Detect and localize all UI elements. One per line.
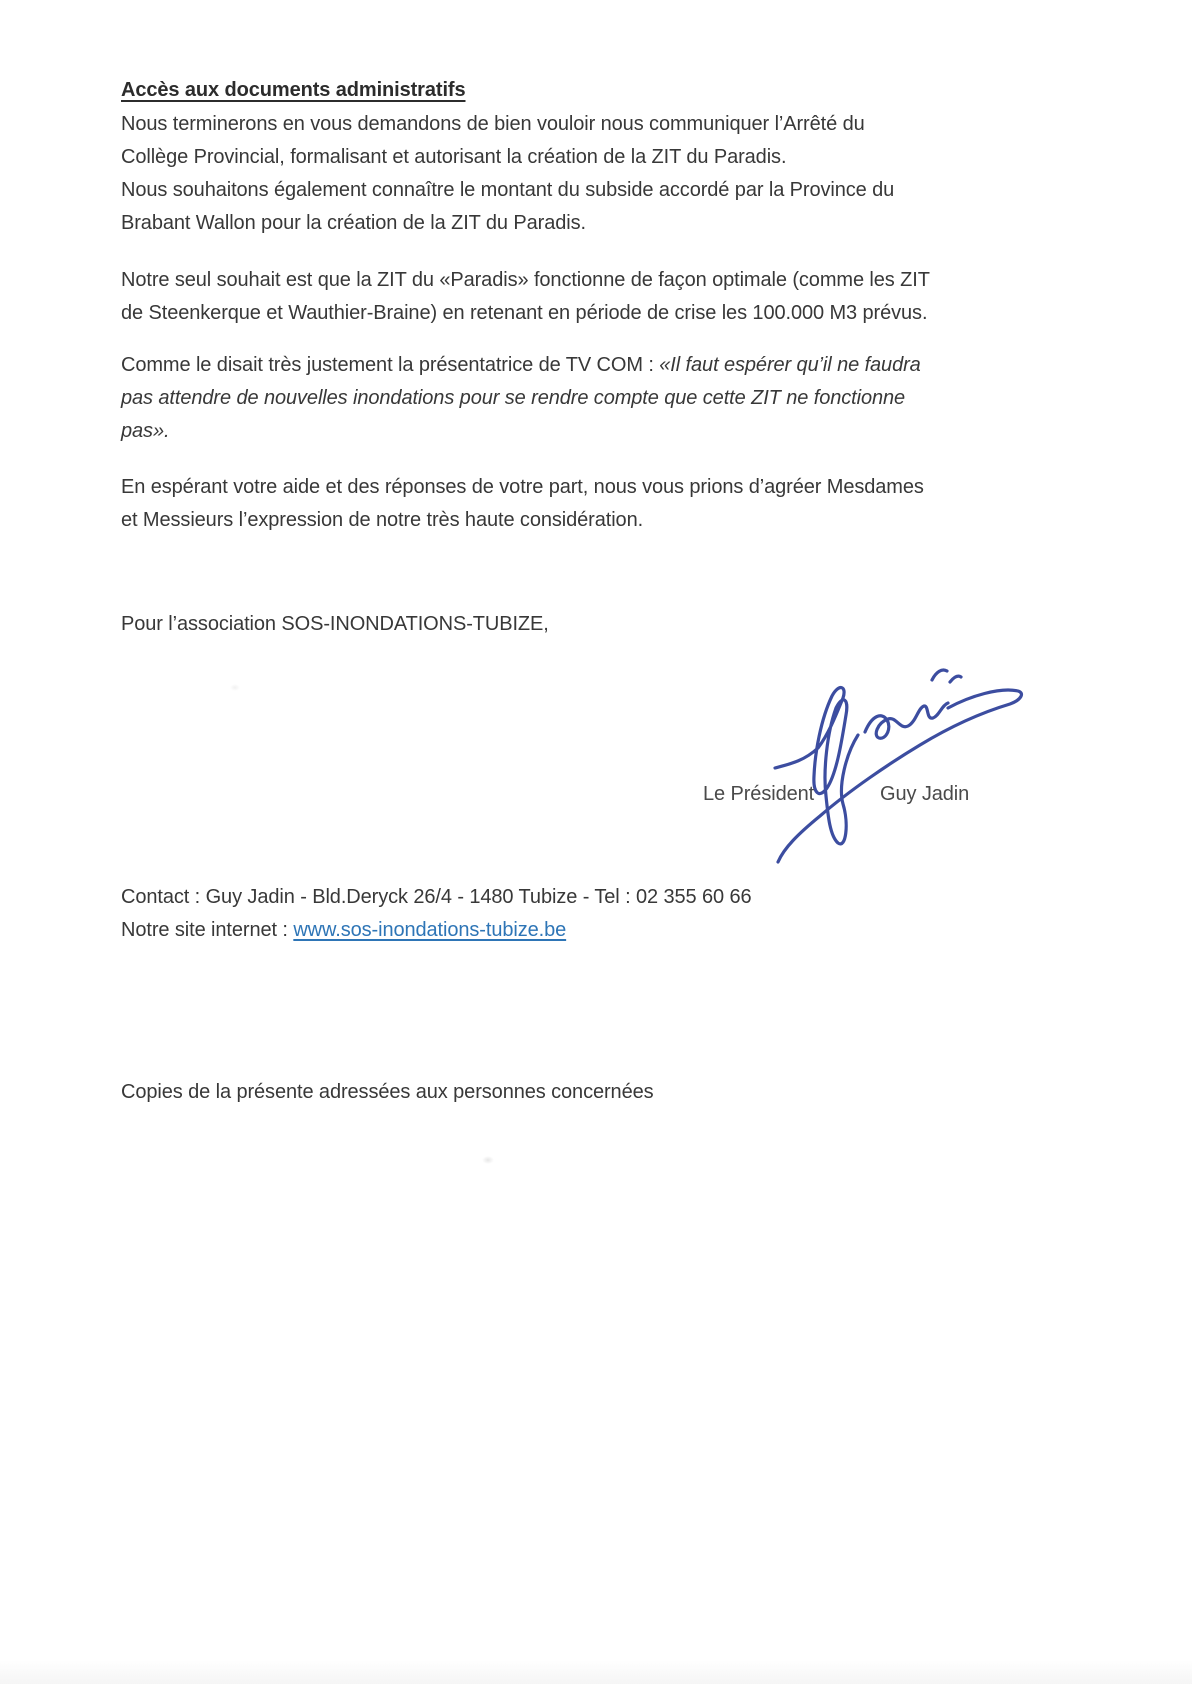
- contact-line: Contact : Guy Jadin - Bld.Deryck 26/4 - 1480 Tubize - Tel : 02 355 60 66: [121, 886, 752, 908]
- copies-note: Copies de la présente adressées aux personnes concernées: [121, 1081, 654, 1103]
- paragraph-closing: [121, 471, 924, 537]
- paragraph-zit-wish: [121, 264, 930, 330]
- association-line: Pour l’association SOS-INONDATIONS-TUBIZE,: [121, 613, 549, 635]
- paragraph-line: Nous souhaitons également connaître le montant du subside accordé par la Province du: [121, 179, 895, 201]
- signatory-name: Guy Jadin: [880, 783, 970, 805]
- scan-edge-shadow: [0, 1660, 1192, 1684]
- paragraph-line: et Messieurs l’expression de notre très haute considération.: [121, 509, 644, 531]
- website-label: Notre site internet :: [121, 919, 294, 941]
- signature-ink: [680, 620, 1040, 870]
- paragraph-line: de Steenkerque et Wauthier-Braine) en retenant en période de crise les 100.000 M3 prévus.: [121, 302, 928, 324]
- scan-smudge: [230, 684, 240, 691]
- paragraph-line: Brabant Wallon pour la création de la ZIT du Paradis.: [121, 212, 586, 234]
- signature-title: Le Président: [703, 783, 815, 805]
- paragraph-line: En espérant votre aide et des réponses de votre part, nous vous prions d’agréer Mesdames: [121, 476, 924, 498]
- quote-italic-text: pas attendre de nouvelles inondations pour se rendre compte que cette ZIT ne fonctionne: [121, 387, 906, 409]
- paragraph-line: [121, 349, 921, 382]
- website-link[interactable]: www.sos-inondations-tubize.be: [293, 919, 567, 941]
- paragraph-line: Collège Provincial, formalisant et autorisant la création de la ZIT du Paradis.: [121, 146, 787, 168]
- quote-italic-text: «Il faut espérer qu’il ne faudra: [659, 354, 921, 376]
- quote-italic-text: pas».: [121, 420, 170, 442]
- section-heading: Accès aux documents administratifs: [121, 79, 466, 101]
- paragraph-tvcom-quote: [121, 349, 921, 448]
- scan-smudge: [482, 1156, 494, 1164]
- paragraph-line: Notre seul souhait est que la ZIT du «Paradis» fonctionne de façon optimale (comme les ZIT: [121, 269, 930, 291]
- website-line: [121, 914, 566, 947]
- quote-lead-text: Comme le disait très justement la présentatrice de TV COM :: [121, 354, 660, 376]
- paragraph-access-request: [121, 108, 894, 240]
- paragraph-line: Nous terminerons en vous demandons de bien vouloir nous communiquer l’Arrêté du: [121, 113, 865, 135]
